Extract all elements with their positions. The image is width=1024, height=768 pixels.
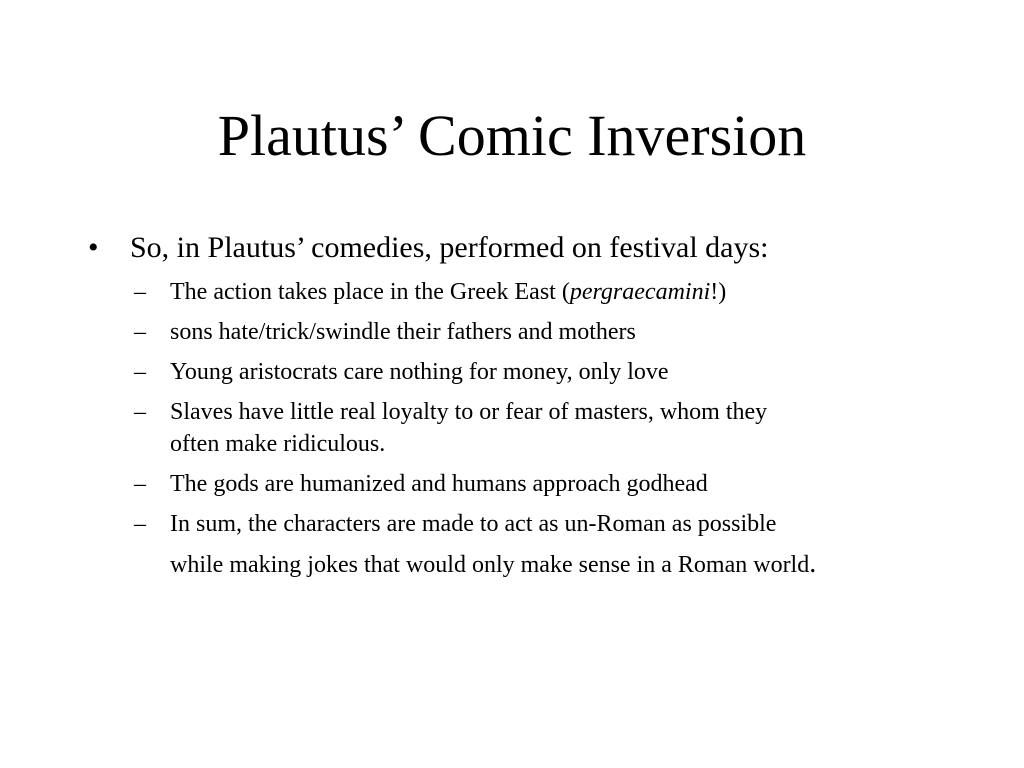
text-line: In sum, the characters are made to act as un-Roman as possible (170, 511, 777, 537)
sub-bullet-text (170, 276, 964, 308)
sub-bullet-item-3 (134, 356, 964, 388)
dash-marker: – (134, 511, 146, 537)
end-period: . (809, 548, 817, 579)
sub-bullet-text: Young aristocrats care nothing for money, only love (170, 359, 669, 385)
sub-bullet-item-1 (134, 276, 964, 308)
sub-bullet-item-2 (134, 316, 964, 348)
sub-bullet-item-6 (134, 504, 964, 585)
main-bullet (84, 228, 964, 268)
text-line: while making jokes that would only make sense in a Roman world (170, 552, 810, 578)
text-line: often make ridiculous. (170, 431, 386, 457)
main-bullet-text: So, in Plautus’ comedies, performed on festival days: (130, 231, 769, 264)
slide-content (84, 228, 964, 593)
text-line: Slaves have little real loyalty to or fear of masters, whom they (170, 399, 768, 425)
sub-bullet-text (170, 504, 964, 585)
text-segment: !) (710, 279, 727, 305)
sub-bullet-text (170, 396, 964, 460)
dash-marker: – (134, 279, 146, 305)
bullet-marker: • (88, 231, 99, 264)
dash-marker: – (134, 399, 146, 425)
sub-bullet-text: The gods are humanized and humans approach godhead (170, 471, 708, 497)
sub-bullet-text: sons hate/trick/swindle their fathers and mothers (170, 319, 636, 345)
sub-bullet-list (134, 276, 964, 585)
slide-title: Plautus’ Comic Inversion (217, 103, 807, 168)
dash-marker: – (134, 471, 146, 497)
sub-bullet-item-4 (134, 396, 964, 460)
dash-marker: – (134, 359, 146, 385)
text-segment: The action takes place in the Greek East ( (170, 279, 570, 305)
dash-marker: – (134, 319, 146, 345)
sub-bullet-item-5 (134, 468, 964, 500)
italic-term: pergraecamini (569, 279, 711, 305)
